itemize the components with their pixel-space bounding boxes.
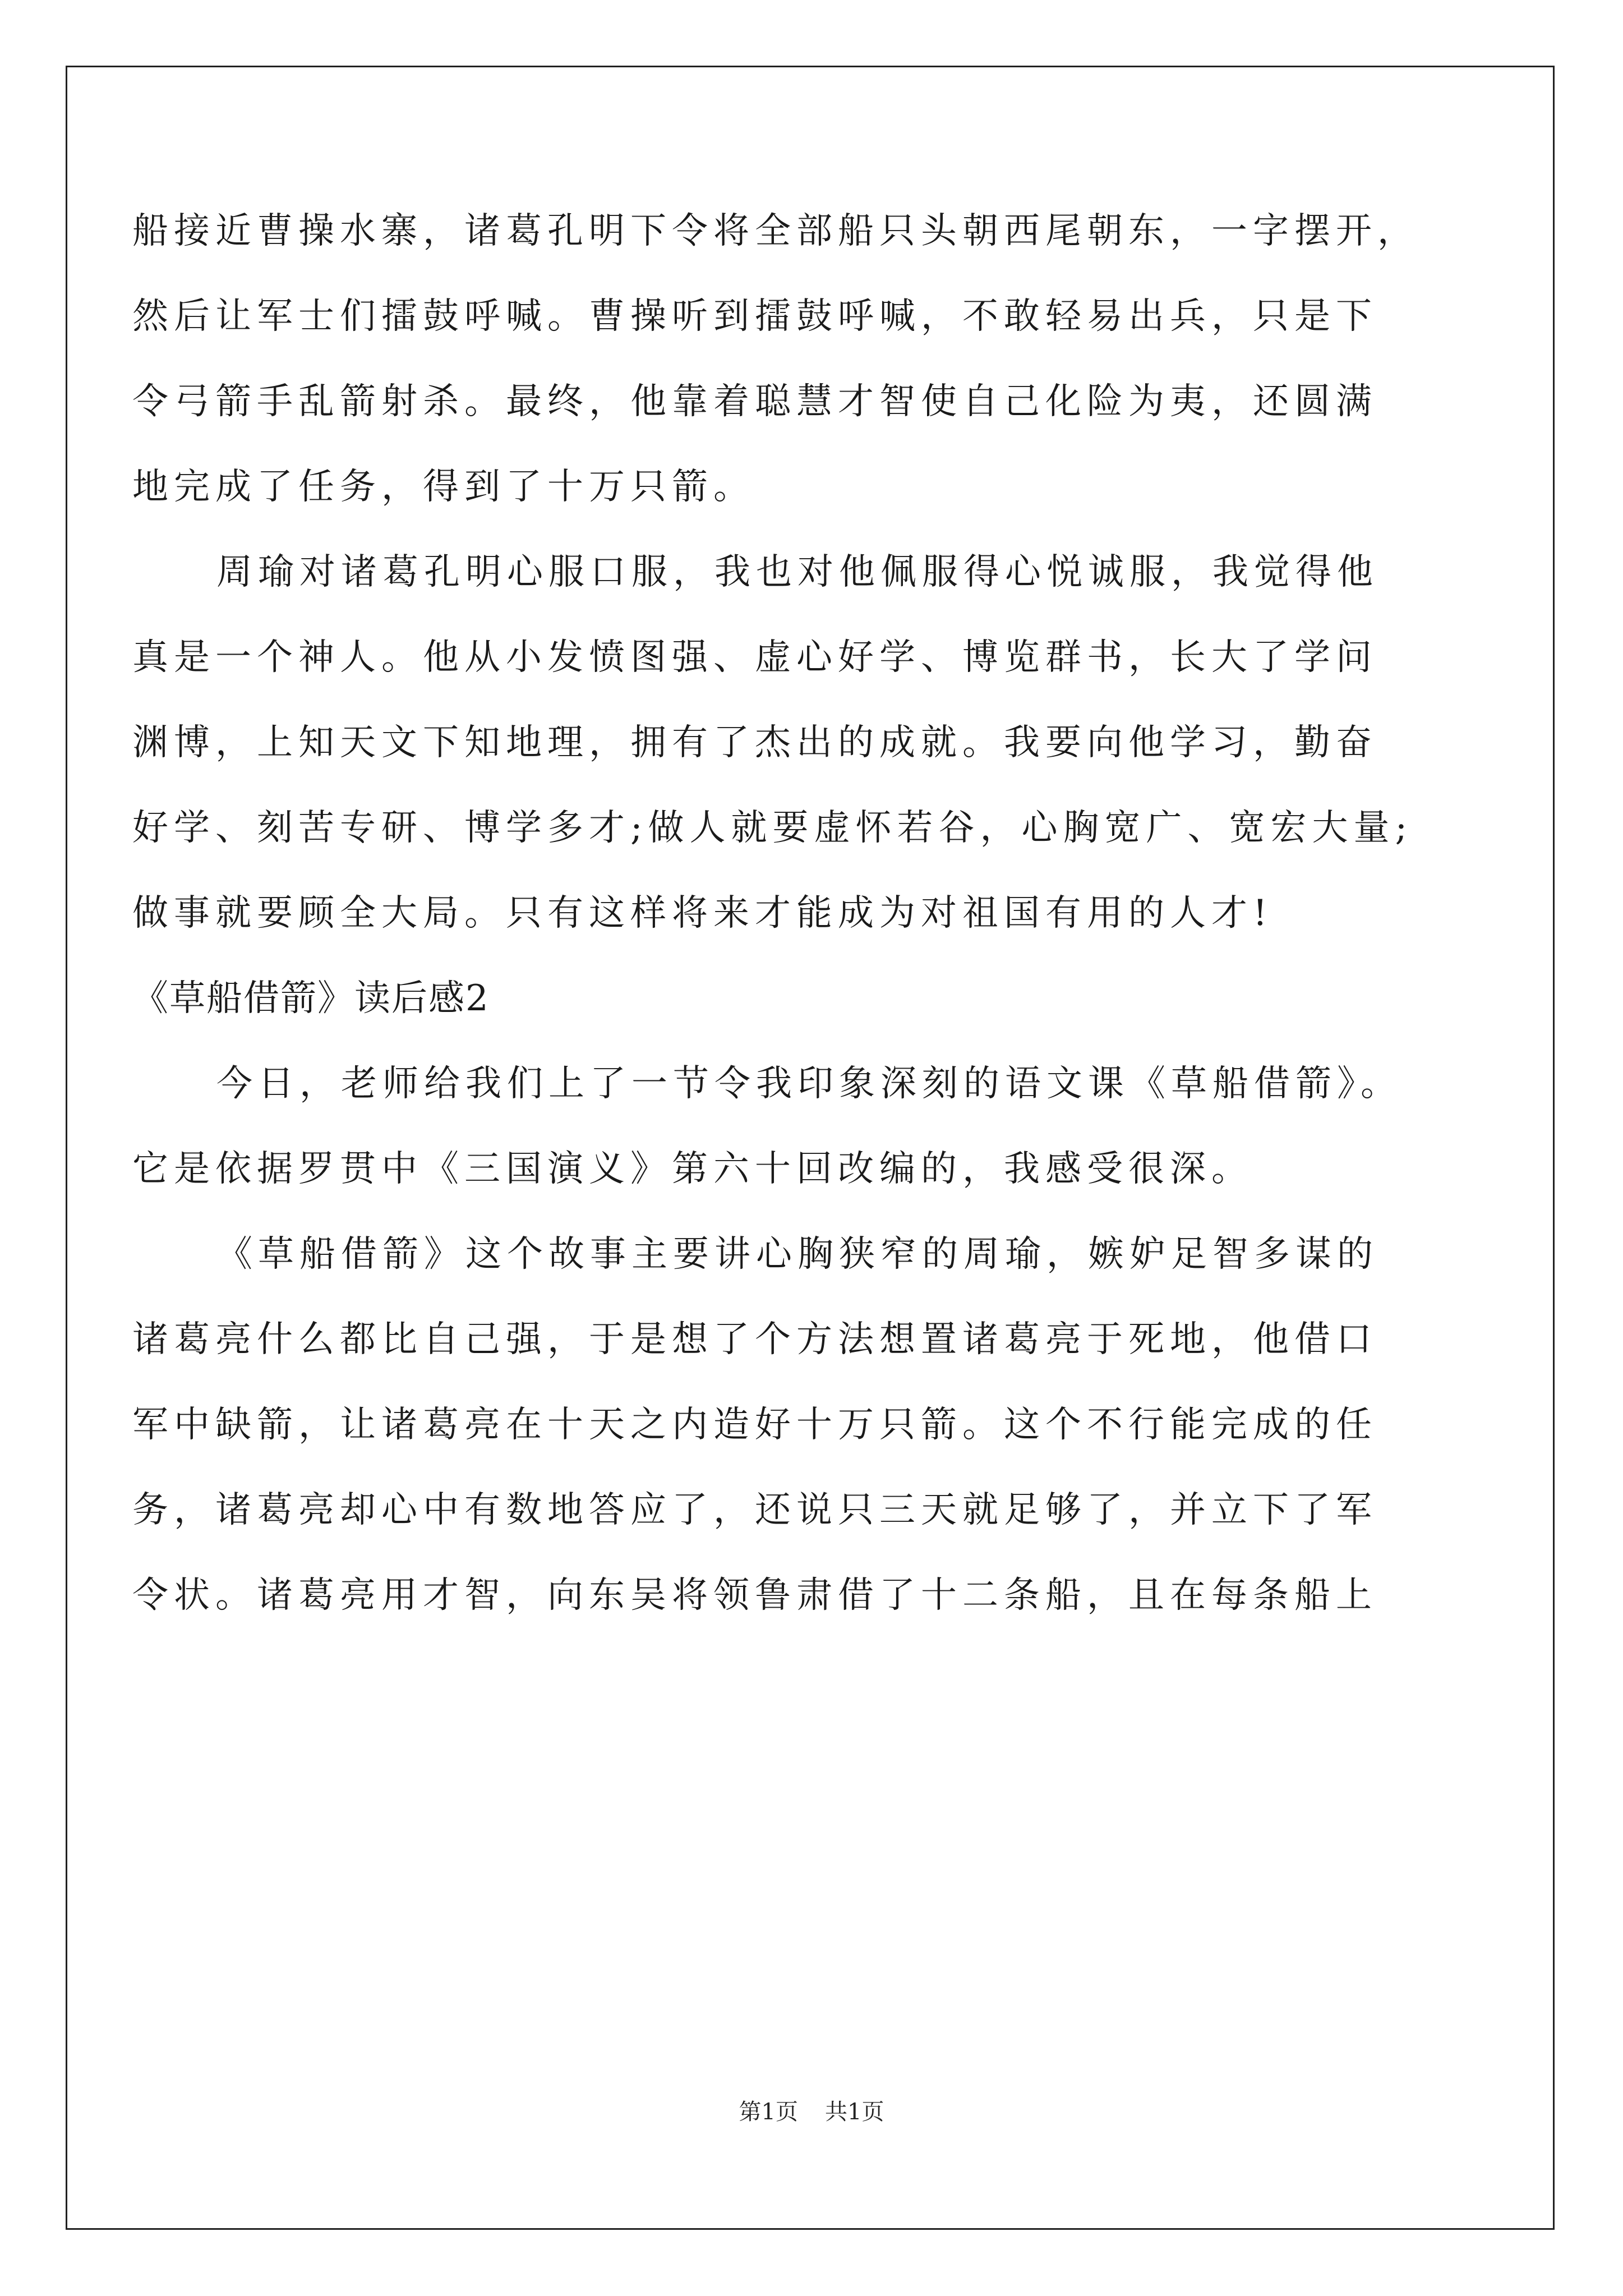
section-heading: 《草船借箭》读后感2 xyxy=(132,978,490,1019)
page-total: 共1页 xyxy=(825,2099,884,2125)
page-footer xyxy=(0,2094,1623,2126)
text-line: 《草船借箭》这个故事主要讲心胸狭窄的周瑜，嫉妒足智多谋的 xyxy=(216,1234,1378,1275)
text-line: 然后让军士们擂鼓呼喊。曹操听到擂鼓呼喊，不敢轻易出兵，只是下 xyxy=(132,296,1377,337)
text-line: 军中缺箭，让诸葛亮在十天之内造好十万只箭。这个不行能完成的任 xyxy=(132,1404,1377,1446)
text-line: 诸葛亮什么都比自己强，于是想了个方法想置诸葛亮于死地，他借口 xyxy=(132,1319,1377,1360)
text-line: 做事就要顾全大局。只有这样将来才能成为对祖国有用的人才! xyxy=(132,892,1273,934)
text-line: 渊博，上知天文下知地理，拥有了杰出的成就。我要向他学习，勤奋 xyxy=(132,722,1377,763)
text-line: 周瑜对诸葛孔明心服口服，我也对他佩服得心悦诚服，我觉得他 xyxy=(216,551,1378,593)
text-line: 令状。诸葛亮用才智，向东吴将领鲁肃借了十二条船，且在每条船上 xyxy=(132,1575,1377,1616)
text-line: 真是一个神人。他从小发愤图强、虚心好学、博览群书，长大了学问 xyxy=(132,637,1377,678)
text-line: 令弓箭手乱箭射杀。最终，他靠着聪慧才智使自己化险为夷，还圆满 xyxy=(132,381,1377,422)
text-line: 船接近曹操水寨，诸葛孔明下令将全部船只头朝西尾朝东，一字摆开， xyxy=(132,210,1419,252)
page-number: 第1页 xyxy=(739,2099,798,2125)
text-line: 地完成了任务，得到了十万只箭。 xyxy=(132,466,755,508)
text-line: 好学、刻苦专研、博学多才;做人就要虚怀若谷，心胸宽广、宽宏大量; xyxy=(132,807,1413,849)
text-line: 今日，老师给我们上了一节令我印象深刻的语文课《草船借箭》。 xyxy=(216,1063,1402,1105)
text-line: 它是依据罗贯中《三国演义》第六十回改编的，我感受很深。 xyxy=(132,1148,1253,1190)
document-body xyxy=(132,188,1495,1638)
text-line: 务，诸葛亮却心中有数地答应了，还说只三天就足够了，并立下了军 xyxy=(132,1489,1377,1531)
